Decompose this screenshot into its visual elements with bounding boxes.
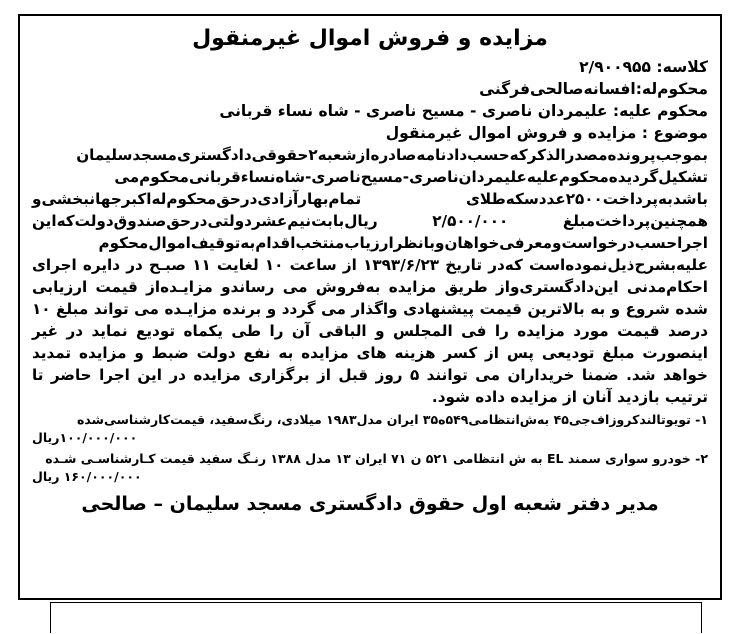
item-description: ۱- تویوتالندکروزاف‌جی۴۵ به‌ش‌انتظامی۵۴۹ه۳۵ ایران مدل۱۹۸۳ میلادی، رنگ‌سفید، قیمت‌کارشناسی‌شده [77,412,708,427]
item-value: ۱۰۰/۰۰۰/۰۰۰ریال [32,430,138,445]
debtors-line: محکوم علیه: علیمردان ناصری - مسیح ناصری - شاه نساء قربانی [219,102,708,120]
case-number: کلاسه: ۲/۹۰۰۹۵۵ [579,58,708,76]
subject-line: موضوع : مزایده و فروش اموال غیرمنقول [385,124,708,142]
next-notice-edge [50,602,702,633]
item-value: ۱۶۰/۰۰۰/۰۰۰ ریال [32,469,142,484]
notice-body: بموجب‌پرونده‌مصدرالذکرکه‌حسب‌دادنامه‌صادره‌ازشعبه۲حقوقی‌دادگستری‌مسجدسلیمان تشکیل‌گردیده‌محکوم‌علیه‌علیمردان‌ناصری-مسیح‌ناصری-شاه‌نساءقربانی‌محکوم‌می باشدبه‌پرداخت۲۵۰۰عددسکه‌طلای تمام‌بهارآزادی‌درحق‌محکوم‌له‌اکبرجهانبخشی‌و همچنین‌پرداخت‌مبلغ ۲/۵۰۰/۰۰۰ ریال‌بابت‌نیم‌عشردولتی‌درحق‌صندوق‌دولت‌که‌این اجراحسب‌درخواست‌ومعرفی‌خواهان‌وبانظرارزیاب‌منتخب‌اقدام‌به‌توقیف‌اموال‌محکوم علیه‌بشرح‌ذیل‌نموده‌است که‌در تاریخ ۱۳۹۳/۶/۲۳ از ساعت ۱۰ لغایت ۱۱ صبـح در دایره اجرای احکام‌مدنی این‌دادگستری‌واز طریق مزایده به‌فروش می رساندو مزایـده‌از قیمت ارزیابی شده شروع و به بالاترین قیمت پیشنهادی واگذار می گردد و برنده مزایـده می تواند مبلغ ۱۰ درصد قیمت مورد مزایده را فی المجلس و الباقی آن را طی یکماه تودیع نماید در غیر اینصورت مبلغ تودیعی پس از کسر هزینه های مزایده به نفع دولت ضبط و مزایده تمدید خواهد شد. ضمنا خریداران می توانند ۵ روز قبل از برگزاری مزایده در این اجرا حاضر تا ترتیب بازدید آنان از مزایده داده شود. [32,146,709,406]
item-description: ۲- خودرو سواری سمند EL به ش انتظامی ۵۲۱ ن ۷۱ ایران ۱۳ مدل ۱۳۸۸ رنـگ سفید قیمت کـارشناسـی شـده [45,451,708,466]
notice-frame [18,14,722,600]
notice-title: مزایده و فروش اموال غیرمنقول [192,26,548,51]
list-item [32,450,708,486]
list-item [32,411,708,447]
creditor-line: محکوم‌له:افسانه‌صالحی‌فرگنی [479,80,708,98]
signature-line: مدیر دفتر شعبه اول حقوق دادگستری مسجد سلیمان – صالحی [81,493,659,515]
